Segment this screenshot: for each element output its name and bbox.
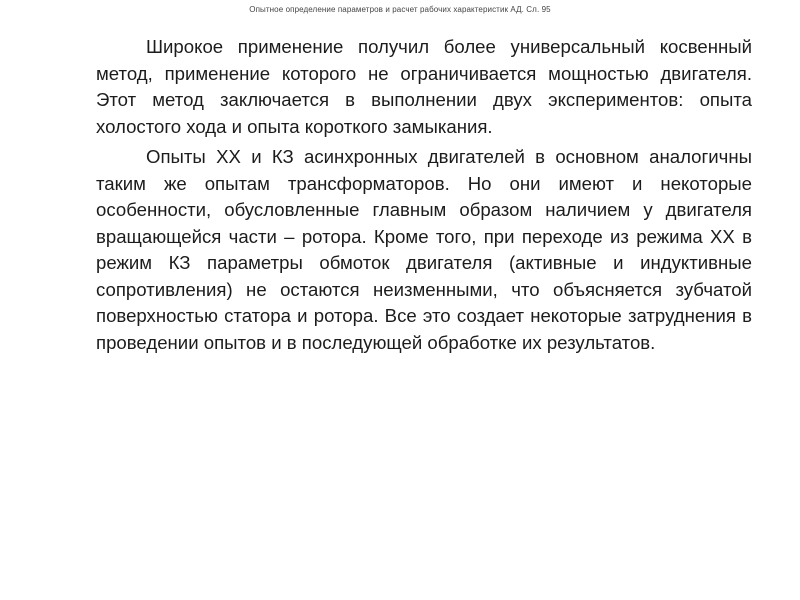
- slide-header: Опытное определение параметров и расчет рабочих характеристик АД. Сл. 95: [249, 5, 551, 14]
- paragraph-1: Широкое применение получил более универсальный косвенный метод, применение которого не ограничивается мощностью двигателя. Этот метод заключается в выполнении двух экспериментов: опыта холостого хода и опыта короткого замыкания.: [96, 36, 752, 137]
- paragraph-2: Опыты ХХ и КЗ асинхронных двигателей в основном аналогичны таким же опытам трансформаторов. Но они имеют и некоторые особенности, обусловленные главным образом наличием у двигателя вращающейся части – ротора. Кроме того, при переходе из режима ХХ в режим КЗ параметры обмоток двигателя (активные и индуктивные сопротивления) не остаются неизменными, что объясняется зубчатой поверхностью статора и ротора. Все это создает некоторые затруднения в проведении опытов и в последующей обработке их результатов.: [96, 146, 752, 353]
- slide-body: [96, 34, 752, 360]
